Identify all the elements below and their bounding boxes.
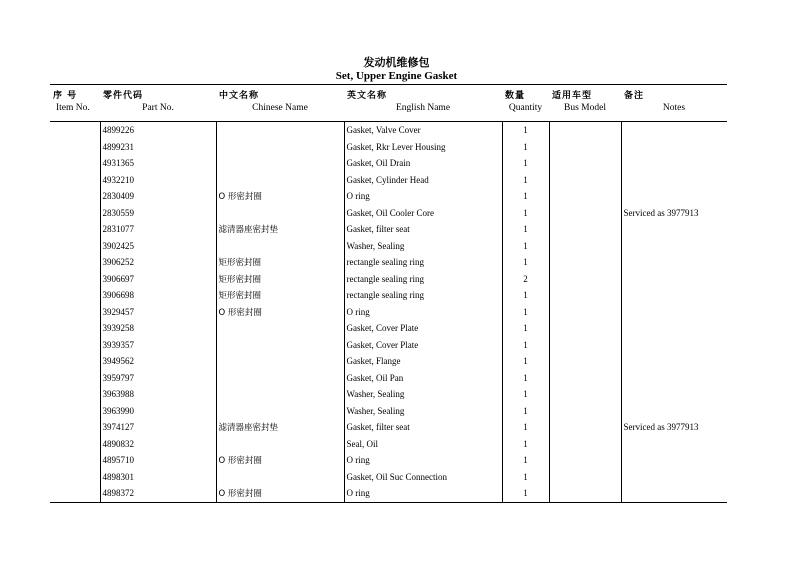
item-no-cell <box>50 320 100 337</box>
item-no-cell <box>50 386 100 403</box>
notes-cell <box>621 254 727 271</box>
notes-cell <box>621 436 727 453</box>
header-item-no-cn: 序 号 <box>53 91 78 101</box>
english-name-cell: Gasket, Cover Plate <box>344 320 502 337</box>
bus-model-cell <box>549 221 621 238</box>
bus-model-cell <box>549 485 621 502</box>
notes-cell <box>621 139 727 156</box>
bus-model-cell <box>549 320 621 337</box>
table-row <box>50 205 727 222</box>
quantity-cell: 1 <box>502 221 549 238</box>
english-name-cell: O ring <box>344 485 502 502</box>
quantity-cell: 1 <box>502 139 549 156</box>
part-no-cell: 4890832 <box>100 436 216 453</box>
part-no-cell: 3902425 <box>100 238 216 255</box>
part-no-cell: 3963990 <box>100 403 216 420</box>
english-name-cell: Seal, Oil <box>344 436 502 453</box>
notes-cell <box>621 271 727 288</box>
item-no-cell <box>50 403 100 420</box>
bus-model-cell <box>549 452 621 469</box>
table-row <box>50 139 727 156</box>
english-name-cell: Gasket, filter seat <box>344 419 502 436</box>
notes-cell <box>621 122 727 139</box>
notes-cell <box>621 485 727 502</box>
header-english-name-cn: 英文名称 <box>347 91 388 101</box>
chinese-name-cell <box>216 122 344 139</box>
bus-model-cell <box>549 287 621 304</box>
notes-cell <box>621 188 727 205</box>
quantity-cell: 1 <box>502 155 549 172</box>
quantity-cell: 2 <box>502 271 549 288</box>
header-part-no-en: Part No. <box>142 103 174 113</box>
table-row <box>50 320 727 337</box>
notes-cell <box>621 172 727 189</box>
item-no-cell <box>50 436 100 453</box>
item-no-cell <box>50 155 100 172</box>
parts-table <box>50 85 727 503</box>
notes-cell: Serviced as 3977913 <box>621 205 727 222</box>
english-name-cell: Gasket, Oil Pan <box>344 370 502 387</box>
item-no-cell <box>50 337 100 354</box>
bus-model-cell <box>549 205 621 222</box>
part-no-cell: 4931365 <box>100 155 216 172</box>
english-name-cell: Gasket, Rkr Lever Housing <box>344 139 502 156</box>
table-row <box>50 452 727 469</box>
part-no-cell: 3906252 <box>100 254 216 271</box>
part-no-cell: 4898372 <box>100 485 216 502</box>
english-name-cell: Gasket, Flange <box>344 353 502 370</box>
english-name-cell: rectangle sealing ring <box>344 287 502 304</box>
table-row <box>50 436 727 453</box>
notes-cell <box>621 353 727 370</box>
english-name-cell: Gasket, Oil Cooler Core <box>344 205 502 222</box>
item-no-cell <box>50 139 100 156</box>
english-name-cell: rectangle sealing ring <box>344 254 502 271</box>
chinese-name-cell <box>216 172 344 189</box>
table-row <box>50 370 727 387</box>
notes-cell <box>621 403 727 420</box>
chinese-name-cell: 滤清器座密封垫 <box>216 221 344 238</box>
english-name-cell: O ring <box>344 304 502 321</box>
header-part-no <box>100 85 216 122</box>
item-no-cell <box>50 172 100 189</box>
english-name-cell: O ring <box>344 452 502 469</box>
bus-model-cell <box>549 353 621 370</box>
part-no-cell: 2830409 <box>100 188 216 205</box>
bus-model-cell <box>549 386 621 403</box>
header-chinese-name <box>216 85 344 122</box>
header-quantity <box>502 85 549 122</box>
chinese-name-cell: O 形密封圈 <box>216 452 344 469</box>
chinese-name-cell <box>216 320 344 337</box>
english-name-cell: Gasket, Oil Suc Connection <box>344 469 502 486</box>
table-row <box>50 254 727 271</box>
chinese-name-cell: O 形密封圈 <box>216 485 344 502</box>
table-row <box>50 188 727 205</box>
bus-model-cell <box>549 370 621 387</box>
table-row <box>50 172 727 189</box>
quantity-cell: 1 <box>502 370 549 387</box>
header-english-name <box>344 85 502 122</box>
part-no-cell: 3959797 <box>100 370 216 387</box>
chinese-name-cell <box>216 386 344 403</box>
part-no-cell: 2831077 <box>100 221 216 238</box>
table-row <box>50 469 727 486</box>
english-name-cell: Washer, Sealing <box>344 238 502 255</box>
english-name-cell: Gasket, Oil Drain <box>344 155 502 172</box>
header-notes <box>621 85 727 122</box>
part-no-cell: 4898301 <box>100 469 216 486</box>
quantity-cell: 1 <box>502 287 549 304</box>
quantity-cell: 1 <box>502 386 549 403</box>
table-row <box>50 403 727 420</box>
item-no-cell <box>50 287 100 304</box>
header-chinese-name-cn: 中文名称 <box>219 91 260 101</box>
bus-model-cell <box>549 337 621 354</box>
part-no-cell: 3974127 <box>100 419 216 436</box>
bus-model-cell <box>549 238 621 255</box>
chinese-name-cell <box>216 155 344 172</box>
notes-cell <box>621 155 727 172</box>
quantity-cell: 1 <box>502 436 549 453</box>
page-title-chinese: 发动机维修包 <box>363 56 430 69</box>
part-no-cell: 3949562 <box>100 353 216 370</box>
chinese-name-cell <box>216 353 344 370</box>
table-row <box>50 287 727 304</box>
quantity-cell: 1 <box>502 254 549 271</box>
bus-model-cell <box>549 188 621 205</box>
quantity-cell: 1 <box>502 485 549 502</box>
notes-cell <box>621 238 727 255</box>
notes-cell <box>621 304 727 321</box>
part-no-cell: 3906698 <box>100 287 216 304</box>
chinese-name-cell <box>216 469 344 486</box>
english-name-cell: Gasket, Cover Plate <box>344 337 502 354</box>
header-english-name-en: English Name <box>395 103 451 113</box>
header-bus-model-en: Bus Model <box>564 103 606 113</box>
quantity-cell: 1 <box>502 419 549 436</box>
bus-model-cell <box>549 155 621 172</box>
chinese-name-cell: 矩形密封圈 <box>216 271 344 288</box>
item-no-cell <box>50 419 100 436</box>
header-notes-en: Notes <box>662 103 686 113</box>
part-no-cell: 3906697 <box>100 271 216 288</box>
part-no-cell: 4895710 <box>100 452 216 469</box>
english-name-cell: Washer, Sealing <box>344 386 502 403</box>
item-no-cell <box>50 205 100 222</box>
bus-model-cell <box>549 122 621 139</box>
chinese-name-cell: O 形密封圈 <box>216 304 344 321</box>
quantity-cell: 1 <box>502 304 549 321</box>
table-row <box>50 337 727 354</box>
item-no-cell <box>50 221 100 238</box>
bus-model-cell <box>549 469 621 486</box>
page-title-english: Set, Upper Engine Gasket <box>335 70 458 82</box>
bus-model-cell <box>549 419 621 436</box>
notes-cell <box>621 287 727 304</box>
header-bus-model <box>549 85 621 122</box>
chinese-name-cell: 矩形密封圈 <box>216 287 344 304</box>
chinese-name-cell <box>216 403 344 420</box>
part-no-cell: 3939258 <box>100 320 216 337</box>
table-row <box>50 221 727 238</box>
english-name-cell: Washer, Sealing <box>344 403 502 420</box>
english-name-cell: Gasket, Valve Cover <box>344 122 502 139</box>
header-quantity-cn: 数量 <box>505 91 526 101</box>
chinese-name-cell <box>216 436 344 453</box>
header-chinese-name-en: Chinese Name <box>252 103 308 113</box>
item-no-cell <box>50 238 100 255</box>
quantity-cell: 1 <box>502 238 549 255</box>
header-bus-model-cn: 适用车型 <box>552 91 593 101</box>
notes-cell <box>621 452 727 469</box>
part-no-cell: 4899226 <box>100 122 216 139</box>
part-no-cell: 3963988 <box>100 386 216 403</box>
quantity-cell: 1 <box>502 469 549 486</box>
bus-model-cell <box>549 436 621 453</box>
bus-model-cell <box>549 403 621 420</box>
notes-cell <box>621 337 727 354</box>
part-no-cell: 2830559 <box>100 205 216 222</box>
notes-cell: Serviced as 3977913 <box>621 419 727 436</box>
item-no-cell <box>50 271 100 288</box>
quantity-cell: 1 <box>502 188 549 205</box>
header-part-no-cn: 零件代码 <box>103 91 144 101</box>
table-row <box>50 353 727 370</box>
table-row <box>50 485 727 502</box>
table-row <box>50 419 727 436</box>
notes-cell <box>621 320 727 337</box>
item-no-cell <box>50 452 100 469</box>
table-row <box>50 122 727 139</box>
header-quantity-en: Quantity <box>508 103 543 113</box>
notes-cell <box>621 469 727 486</box>
part-no-cell: 4899231 <box>100 139 216 156</box>
item-no-cell <box>50 254 100 271</box>
table-header-row <box>50 85 727 122</box>
quantity-cell: 1 <box>502 337 549 354</box>
chinese-name-cell: 滤清器座密封垫 <box>216 419 344 436</box>
quantity-cell: 1 <box>502 172 549 189</box>
table-row <box>50 271 727 288</box>
item-no-cell <box>50 485 100 502</box>
header-notes-cn: 备注 <box>624 91 645 101</box>
item-no-cell <box>50 353 100 370</box>
bus-model-cell <box>549 172 621 189</box>
chinese-name-cell <box>216 337 344 354</box>
english-name-cell: Gasket, Cylinder Head <box>344 172 502 189</box>
item-no-cell <box>50 188 100 205</box>
table-row <box>50 155 727 172</box>
chinese-name-cell <box>216 238 344 255</box>
part-no-cell: 4932210 <box>100 172 216 189</box>
item-no-cell <box>50 469 100 486</box>
english-name-cell: rectangle sealing ring <box>344 271 502 288</box>
bus-model-cell <box>549 139 621 156</box>
notes-cell <box>621 386 727 403</box>
english-name-cell: O ring <box>344 188 502 205</box>
bus-model-cell <box>549 271 621 288</box>
chinese-name-cell <box>216 370 344 387</box>
notes-cell <box>621 370 727 387</box>
bus-model-cell <box>549 254 621 271</box>
chinese-name-cell <box>216 205 344 222</box>
item-no-cell <box>50 304 100 321</box>
item-no-cell <box>50 122 100 139</box>
english-name-cell: Gasket, filter seat <box>344 221 502 238</box>
chinese-name-cell: O 形密封圈 <box>216 188 344 205</box>
quantity-cell: 1 <box>502 205 549 222</box>
table-row <box>50 304 727 321</box>
quantity-cell: 1 <box>502 452 549 469</box>
quantity-cell: 1 <box>502 320 549 337</box>
bus-model-cell <box>549 304 621 321</box>
chinese-name-cell: 矩形密封圈 <box>216 254 344 271</box>
part-no-cell: 3939357 <box>100 337 216 354</box>
chinese-name-cell <box>216 139 344 156</box>
quantity-cell: 1 <box>502 122 549 139</box>
notes-cell <box>621 221 727 238</box>
table-row <box>50 386 727 403</box>
part-no-cell: 3929457 <box>100 304 216 321</box>
item-no-cell <box>50 370 100 387</box>
quantity-cell: 1 <box>502 403 549 420</box>
quantity-cell: 1 <box>502 353 549 370</box>
table-row <box>50 238 727 255</box>
header-item-no <box>50 85 100 122</box>
header-item-no-en: Item No. <box>56 103 90 113</box>
